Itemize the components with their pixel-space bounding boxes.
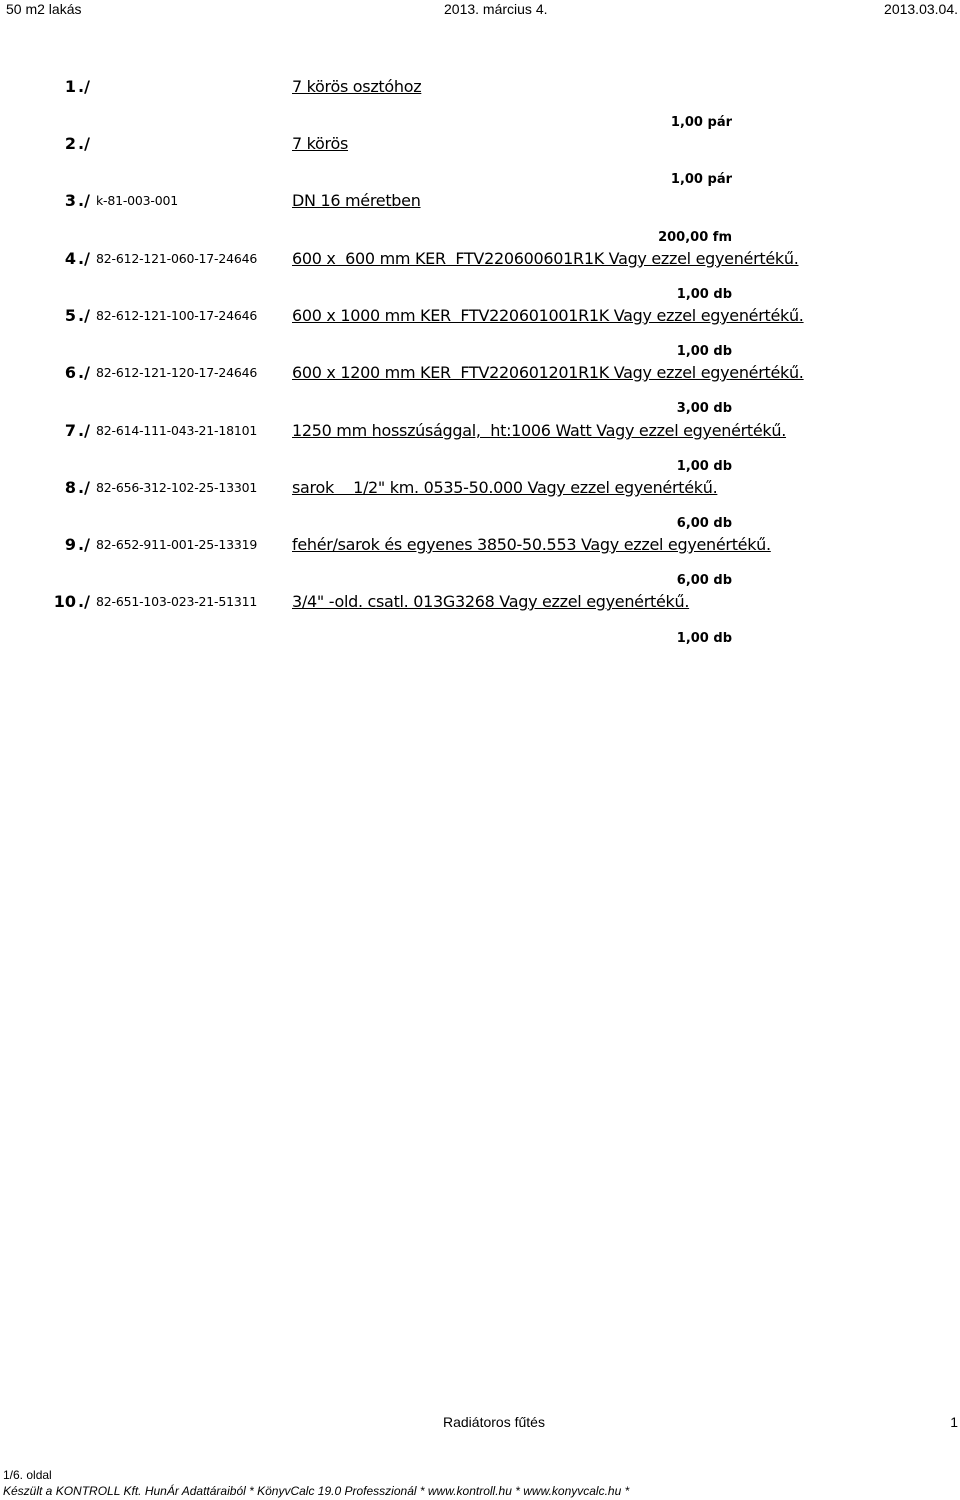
item-code: 82-652-911-001-25-13319 [96,537,258,552]
list-item [0,75,960,99]
item-number: 9 [64,535,76,554]
item-description: sarok 1/2" km. 0535-50.000 Vagy ezzel egyenértékű. [292,478,718,497]
item-number: 6 [64,363,76,382]
item-separator: ./ [78,478,90,497]
item-separator: ./ [78,191,90,210]
item-description: 3/4" -old. csatl. 013G3268 Vagy ezzel egyenértékű. [292,592,690,611]
list-item [0,476,960,500]
list-item [0,361,960,385]
item-quantity: 1,00 db [676,631,732,646]
page-header [0,0,960,18]
footer-section-page: 1 [950,1414,958,1430]
item-separator: ./ [78,306,90,325]
item-description: 600 x 600 mm KER FTV220600601R1K Vagy ezzel egyenértékű. [292,249,799,268]
list-item [0,590,960,614]
item-quantity: 200,00 fm [658,230,732,245]
item-code: 82-612-121-100-17-24646 [96,308,258,323]
item-number: 5 [64,306,76,325]
item-separator: ./ [78,249,90,268]
item-description: 7 körös osztóhoz [292,77,422,96]
item-quantity: 6,00 db [676,516,732,531]
item-description: 600 x 1200 mm KER FTV220601201R1K Vagy ezzel egyenértékű. [292,363,804,382]
item-quantity: 3,00 db [676,401,732,416]
item-code: 82-612-121-120-17-24646 [96,365,258,380]
item-quantity: 6,00 db [676,573,732,588]
header-date-short: 2013.03.04. [884,1,958,17]
header-date-long: 2013. március 4. [444,1,548,17]
item-separator: ./ [78,77,90,96]
item-number: 3 [64,191,76,210]
list-item [0,132,960,156]
item-description: fehér/sarok és egyenes 3850-50.553 Vagy ezzel egyenértékű. [292,535,771,554]
item-number: 4 [64,249,76,268]
item-description: DN 16 méretben [292,191,421,210]
item-quantity: 1,00 db [676,287,732,302]
item-quantity: 1,00 db [676,344,732,359]
item-separator: ./ [78,134,90,153]
item-description: 1250 mm hosszúsággal, ht:1006 Watt Vagy ezzel egyenértékű. [292,421,787,440]
item-quantity: 1,00 db [676,459,732,474]
footer-page-label: 1/6. oldal [3,1468,52,1482]
item-quantity: 1,00 pár [670,115,732,130]
header-project-name: 50 m2 lakás [6,1,82,17]
item-separator: ./ [78,535,90,554]
item-separator: ./ [78,363,90,382]
list-item [0,247,960,271]
item-number: 2 [64,134,76,153]
item-separator: ./ [78,592,90,611]
item-description: 7 körös [292,134,349,153]
list-item [0,419,960,443]
item-code: 82-612-121-060-17-24646 [96,251,258,266]
item-code: 82-656-312-102-25-13301 [96,480,258,495]
item-code: 82-614-111-043-21-18101 [96,423,258,438]
item-number: 1 [64,77,76,96]
item-code: k-81-003-001 [96,193,178,208]
list-item [0,304,960,328]
item-separator: ./ [78,421,90,440]
list-item [0,189,960,213]
item-number: 8 [64,478,76,497]
item-quantity: 1,00 pár [670,172,732,187]
item-number: 10 [53,592,76,611]
footer-section-title: Radiátoros fűtés [443,1414,545,1430]
list-item [0,533,960,557]
item-description: 600 x 1000 mm KER FTV220601001R1K Vagy ezzel egyenértékű. [292,306,804,325]
footer-credit: Készült a KONTROLL Kft. HunÁr Adattáraiból * KönyvCalc 19.0 Professzionál * www.kontroll.hu * www.konyvcalc.hu * [3,1484,630,1498]
item-code: 82-651-103-023-21-51311 [96,594,258,609]
item-number: 7 [64,421,76,440]
